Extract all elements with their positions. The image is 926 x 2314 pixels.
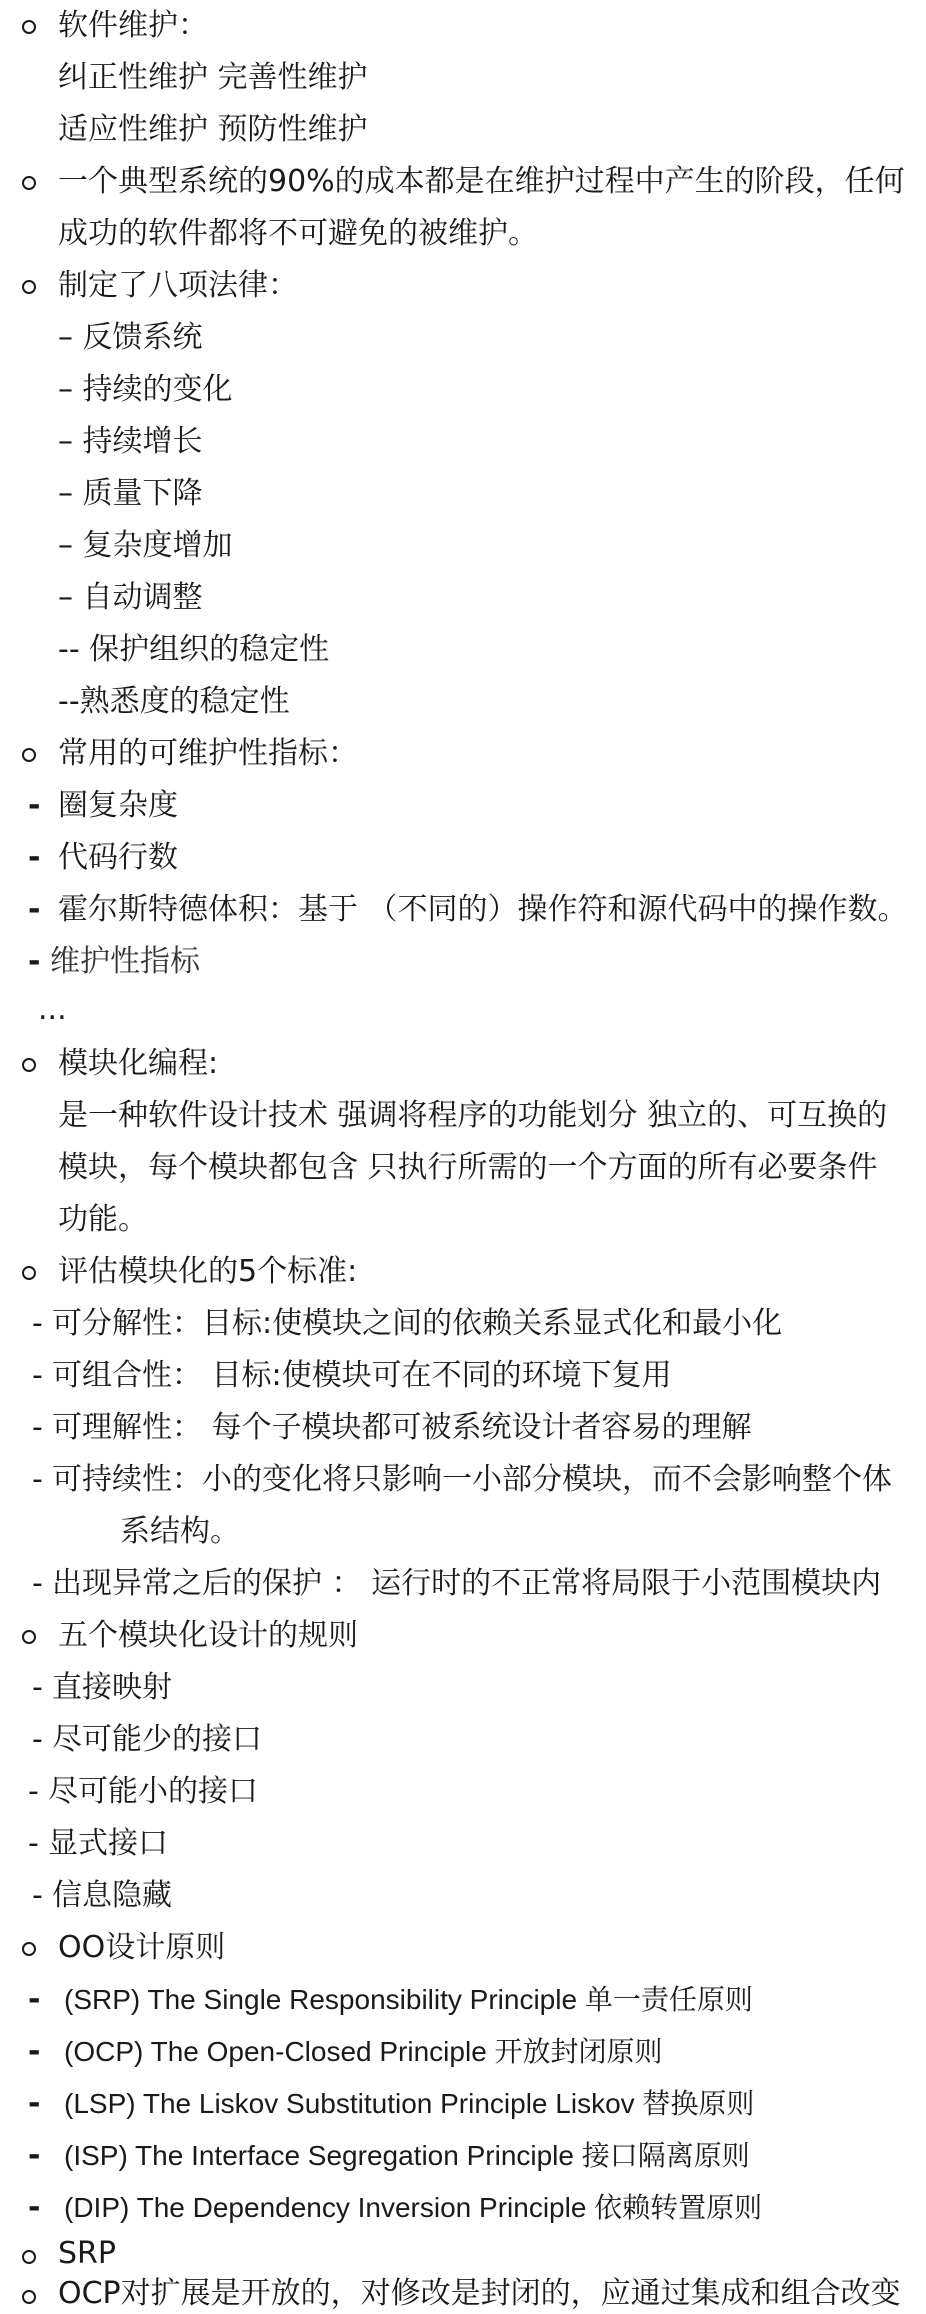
dash-marker: - <box>28 2138 41 2173</box>
law-item: --熟悉度的稳定性 <box>58 684 290 719</box>
law-item: – 复杂度增加 <box>58 528 233 563</box>
bullet-circle-icon <box>22 2250 36 2264</box>
rule-item: 直接映射 <box>52 1670 172 1705</box>
oo-title: OO设计原则 <box>58 1930 226 1965</box>
criteria-title: 评估模块化的5个标准: <box>58 1254 358 1289</box>
dash-marker: - <box>32 1306 43 1341</box>
oo-principle: (DIP) The Dependency Inversion Principle 依赖转置原则 <box>64 2192 763 2223</box>
bullet-circle-icon <box>22 1630 36 1644</box>
dash-marker: - <box>32 1462 43 1497</box>
law-item: – 自动调整 <box>58 580 203 615</box>
metric-item: 圈复杂度 <box>58 788 178 823</box>
metric-item: 霍尔斯特德体积：基于 （不同的）操作符和源代码中的操作数。 <box>58 892 908 927</box>
law-item: -- 保护组织的稳定性 <box>58 632 330 667</box>
oo-principle: (ISP) The Interface Segregation Principle 接口隔离原则 <box>64 2140 750 2171</box>
metrics-ellipsis: ... <box>38 992 67 1027</box>
dash-marker: - <box>32 1670 43 1705</box>
bullet-circle-icon <box>22 748 36 762</box>
criteria-item: 可组合性： 目标:使模块可在不同的环境下复用 <box>52 1358 672 1393</box>
dash-marker: - <box>32 1878 43 1913</box>
dash-marker: - <box>28 1774 39 1809</box>
dash-marker: - <box>28 944 41 979</box>
criteria-item: 可持续性：小的变化将只影响一小部分模块，而不会影响整个体 <box>52 1462 892 1497</box>
rule-item: 尽可能小的接口 <box>48 1774 258 1809</box>
law-item: – 持续增长 <box>58 424 203 459</box>
rule-item: 尽可能少的接口 <box>52 1722 262 1757</box>
dash-marker: - <box>28 1826 39 1861</box>
rule-item: 显式接口 <box>48 1826 168 1861</box>
law-item: – 反馈系统 <box>58 320 203 355</box>
oo-principle: (SRP) The Single Responsibility Principle 单一责任原则 <box>64 1984 753 2015</box>
dash-marker: - <box>28 892 41 927</box>
law-item: – 质量下降 <box>58 476 203 511</box>
modular-line: 模块，每个模块都包含 只执行所需的一个方面的所有必要条件 <box>58 1150 878 1185</box>
bullet-circle-icon <box>22 1942 36 1956</box>
laws-title: 制定了八项法律： <box>58 268 298 303</box>
law-item: – 持续的变化 <box>58 372 233 407</box>
maintenance-line: 纠正性维护 完善性维护 <box>58 60 368 95</box>
srp-title: SRP <box>58 2236 116 2271</box>
dash-marker: - <box>28 788 41 823</box>
metrics-title: 常用的可维护性指标： <box>58 736 358 771</box>
dash-marker: - <box>32 1566 43 1601</box>
dash-marker: - <box>28 1982 41 2017</box>
rules-title: 五个模块化设计的规则 <box>58 1618 358 1653</box>
ocp-line: OCP对扩展是开放的，对修改是封闭的，应通过集成和组合改变 <box>58 2276 901 2311</box>
metric-item: 代码行数 <box>58 840 178 875</box>
modular-line: 是一种软件设计技术 强调将程序的功能划分 独立的、可互换的 <box>58 1098 888 1133</box>
dash-marker: - <box>32 1722 43 1757</box>
dash-marker: - <box>32 1410 43 1445</box>
dash-marker: - <box>28 840 41 875</box>
cost-line: 一个典型系统的90%的成本都是在维护过程中产生的阶段，任何 <box>58 164 905 199</box>
criteria-continuation: 系结构。 <box>120 1514 240 1549</box>
bullet-circle-icon <box>22 280 36 294</box>
dash-marker: - <box>28 2190 41 2225</box>
modular-title: 模块化编程: <box>58 1046 219 1081</box>
maintenance-title: 软件维护： <box>58 8 208 43</box>
bullet-circle-icon <box>22 1266 36 1280</box>
bullet-circle-icon <box>22 2290 36 2304</box>
metric-item: 维护性指标 <box>50 944 200 979</box>
rule-item: 信息隐藏 <box>52 1878 172 1913</box>
bullet-circle-icon <box>22 20 36 34</box>
oo-principle: (LSP) The Liskov Substitution Principle Liskov 替换原则 <box>64 2088 755 2119</box>
cost-line: 成功的软件都将不可避免的被维护。 <box>58 216 538 251</box>
dash-marker: - <box>32 1358 43 1393</box>
criteria-item: 出现异常之后的保护 ： 运行时的不正常将局限于小范围模块内 <box>52 1566 882 1601</box>
oo-principle: (OCP) The Open-Closed Principle 开放封闭原则 <box>64 2036 663 2067</box>
criteria-item: 可理解性： 每个子模块都可被系统设计者容易的理解 <box>52 1410 752 1445</box>
maintenance-line: 适应性维护 预防性维护 <box>58 112 368 147</box>
dash-marker: - <box>28 2086 41 2121</box>
criteria-item: 可分解性：目标:使模块之间的依赖关系显式化和最小化 <box>52 1306 783 1341</box>
bullet-circle-icon <box>22 1058 36 1072</box>
modular-line: 功能。 <box>58 1202 148 1237</box>
dash-marker: - <box>28 2034 41 2069</box>
bullet-circle-icon <box>22 176 36 190</box>
